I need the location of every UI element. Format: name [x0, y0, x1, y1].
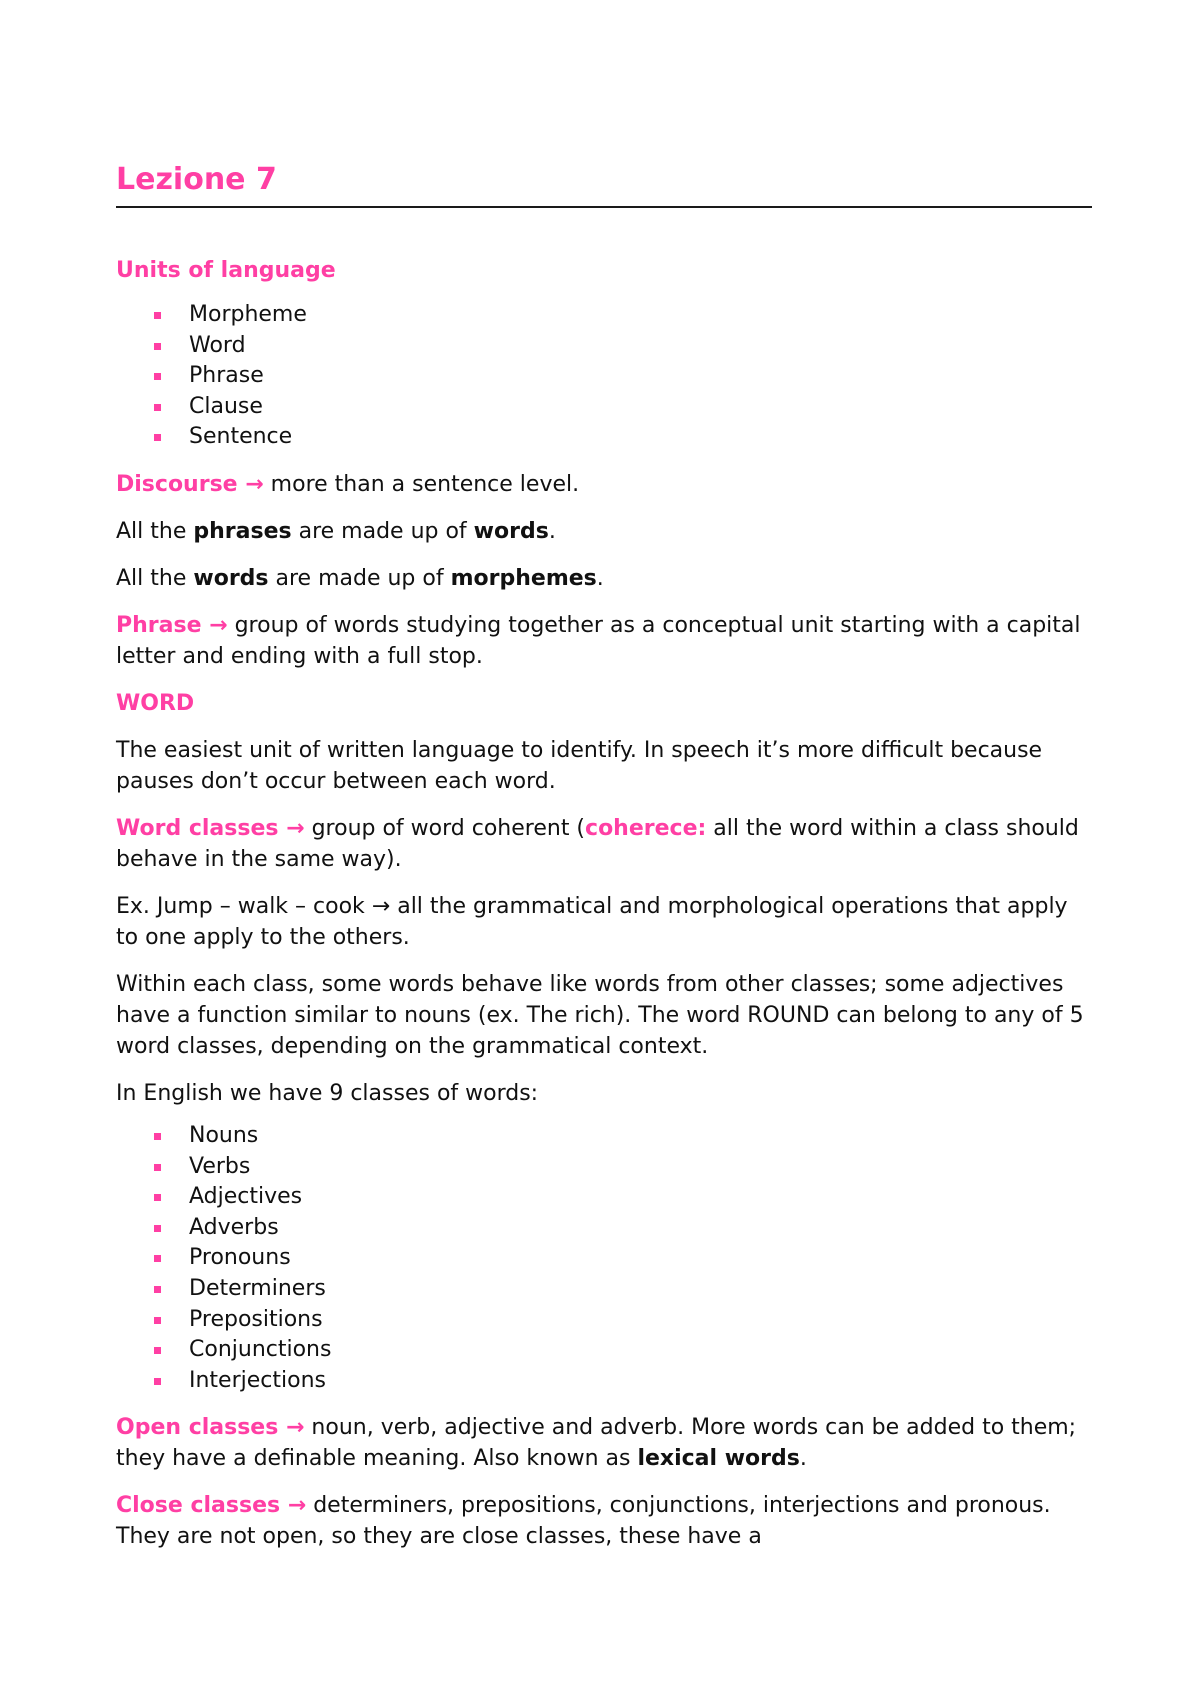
text-run: are made up of — [291, 518, 474, 544]
list-item-label: Adverbs — [189, 1214, 279, 1240]
list-item — [116, 1305, 1092, 1336]
page-title: Lezione 7 — [116, 160, 1092, 208]
text-run: . — [799, 1446, 807, 1472]
list-item — [116, 1274, 1092, 1305]
square-bullet-icon — [154, 1164, 161, 1171]
list-item — [116, 422, 1092, 453]
text-run: . — [596, 565, 604, 591]
units-heading: Units of language — [116, 258, 336, 283]
list-item-label: Phrase — [189, 363, 264, 389]
list-item — [116, 1152, 1092, 1183]
coherence-term: coherece: — [585, 815, 707, 841]
word-classes-term: Word classes → — [116, 815, 305, 841]
square-bullet-icon — [154, 373, 161, 380]
list-item-label: Nouns — [189, 1122, 259, 1148]
list-item-label: Determiners — [189, 1275, 326, 1301]
list-item-label: Verbs — [189, 1153, 251, 1179]
text-run: All the — [116, 565, 194, 591]
list-item — [116, 300, 1092, 331]
words-paragraph — [116, 563, 1092, 594]
english-intro: In English we have 9 classes of words: — [116, 1080, 539, 1106]
list-item — [116, 1366, 1092, 1397]
word-heading: WORD — [116, 690, 195, 716]
square-bullet-icon — [154, 1225, 161, 1232]
list-item-label: Interjections — [189, 1367, 326, 1393]
square-bullet-icon — [154, 434, 161, 441]
text-run: . — [548, 518, 556, 544]
phrase-text: group of words studying together as a conceptual unit starting with a capital letter and ending with a full stop. — [116, 612, 1081, 669]
close-classes-term: Close classes → — [116, 1493, 307, 1519]
list-item — [116, 1243, 1092, 1274]
list-item-label: Prepositions — [189, 1306, 323, 1332]
list-item — [116, 1213, 1092, 1244]
list-item-label: Sentence — [189, 424, 293, 450]
open-classes-term: Open classes → — [116, 1415, 305, 1441]
list-item-label: Conjunctions — [189, 1337, 332, 1363]
phrases-paragraph — [116, 516, 1092, 547]
square-bullet-icon — [154, 312, 161, 319]
list-item — [116, 361, 1092, 392]
list-item-label: Morpheme — [189, 302, 307, 327]
text-run: are made up of — [268, 565, 451, 591]
word-description: The easiest unit of written language to identify. In speech it’s more difficult because pauses don’t occur between each word. — [116, 737, 1043, 794]
square-bullet-icon — [154, 1255, 161, 1262]
square-bullet-icon — [154, 343, 161, 350]
list-item — [116, 1182, 1092, 1213]
text-run: noun, verb, adjective and adverb. More words can be added to them; they have a definable meaning. Also known as — [116, 1415, 1077, 1472]
square-bullet-icon — [154, 1133, 161, 1140]
within-paragraph: Within each class, some words behave like words from other classes; some adjectives have a function similar to nouns (ex. The rich). The word ROUND can belong to any of 5 word classes, depending on the grammatical context. — [116, 971, 1084, 1059]
bold-run: words — [473, 518, 549, 544]
list-item-label: Adjectives — [189, 1184, 303, 1210]
square-bullet-icon — [154, 1317, 161, 1324]
text-run: group of word coherent ( — [304, 815, 586, 841]
phrase-definition — [116, 610, 1092, 672]
list-item-label: Clause — [189, 393, 263, 419]
bold-run: words — [193, 565, 269, 591]
square-bullet-icon — [154, 1378, 161, 1385]
discourse-text: more than a sentence level. — [263, 471, 580, 497]
square-bullet-icon — [154, 404, 161, 411]
list-item — [116, 1335, 1092, 1366]
classes-list — [116, 1121, 1092, 1396]
text-run: All the — [116, 518, 194, 544]
square-bullet-icon — [154, 1194, 161, 1201]
square-bullet-icon — [154, 1347, 161, 1354]
close-classes-paragraph — [116, 1490, 1092, 1552]
list-item — [116, 331, 1092, 362]
discourse-term: Discourse → — [116, 471, 264, 497]
list-item — [116, 1121, 1092, 1152]
bold-run: morphemes — [450, 565, 597, 591]
bold-run: lexical words — [637, 1446, 800, 1472]
bold-run: phrases — [193, 518, 292, 544]
document-page — [116, 160, 1092, 1552]
example-paragraph: Ex. Jump – walk – cook → all the grammatical and morphological operations that apply to one apply to the others. — [116, 893, 1068, 950]
discourse-paragraph — [116, 469, 1092, 500]
word-classes-paragraph — [116, 813, 1092, 875]
list-item — [116, 392, 1092, 423]
text-run: all the word within a class should behave in the same way). — [116, 815, 1079, 872]
units-list — [116, 300, 1092, 453]
list-item-label: Word — [189, 332, 246, 358]
square-bullet-icon — [154, 1286, 161, 1293]
list-item-label: Pronouns — [189, 1245, 291, 1271]
text-run: determiners, prepositions, conjunctions, interjections and pronous. They are not open, so they are close classes, these have a — [116, 1493, 1051, 1550]
open-classes-paragraph — [116, 1412, 1092, 1474]
phrase-term: Phrase → — [116, 612, 228, 638]
